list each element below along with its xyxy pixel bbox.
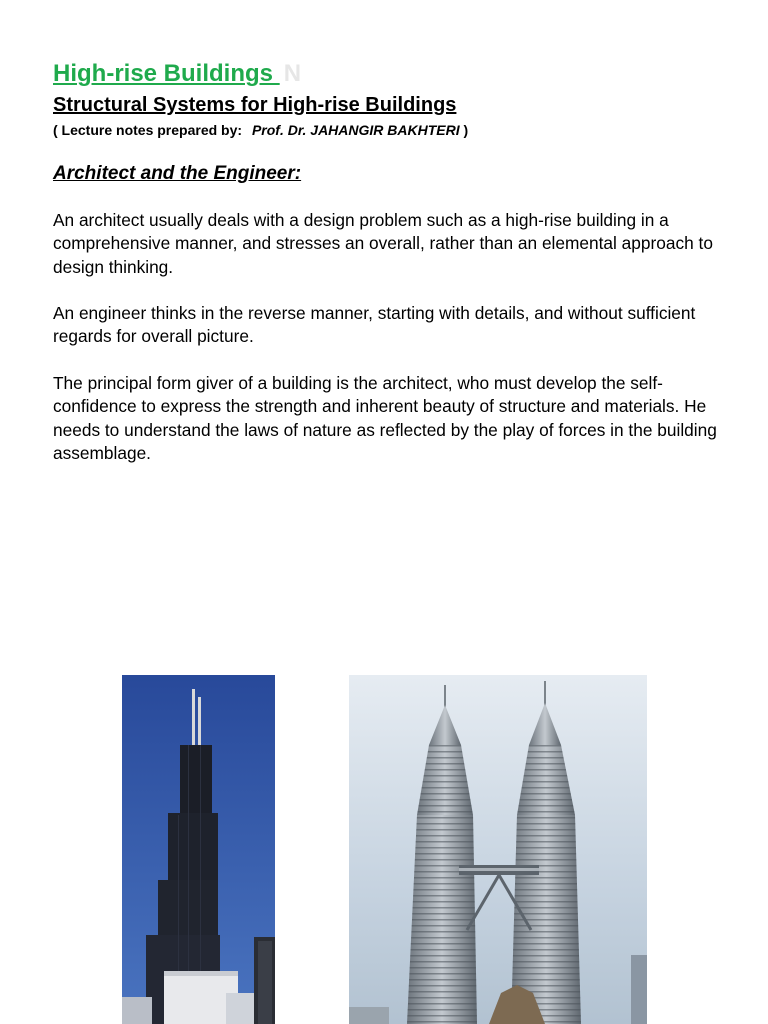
photo-petronas-towers bbox=[349, 675, 647, 1024]
paragraph-engineer: An engineer thinks in the reverse manner, starting with details, and without sufficient regards for overall picture. bbox=[53, 303, 696, 347]
title-text: High-rise Buildings bbox=[53, 60, 280, 87]
sears-tower-image bbox=[122, 675, 275, 1024]
section-heading: Architect and the Engineer: bbox=[53, 163, 302, 184]
document-title bbox=[53, 57, 301, 91]
document-subtitle: Structural Systems for High-rise Buildings bbox=[53, 94, 457, 116]
prepared-prefix: ( Lecture notes prepared by: bbox=[53, 122, 243, 138]
prepared-by-line bbox=[53, 121, 468, 139]
prepared-suffix: ) bbox=[463, 122, 469, 138]
title-ghost-letter: N bbox=[283, 60, 302, 87]
prepared-author: Prof. Dr. JAHANGIR BAKHTERI bbox=[251, 122, 460, 138]
paragraph-architect: An architect usually deals with a design problem such as a high-rise building in a comprehensive manner, and stresses an overall, rather than an elemental approach to design thinking. bbox=[53, 210, 713, 277]
petronas-towers-image bbox=[349, 675, 647, 1024]
photo-sears-tower bbox=[122, 675, 275, 1024]
paragraph-form-giver: The principal form giver of a building is the architect, who must develop the self-confidence to express the strength and inherent beauty of structure and materials. He needs to understand the laws of nature as reflected by the play of forces in the building assemblage. bbox=[53, 373, 717, 464]
